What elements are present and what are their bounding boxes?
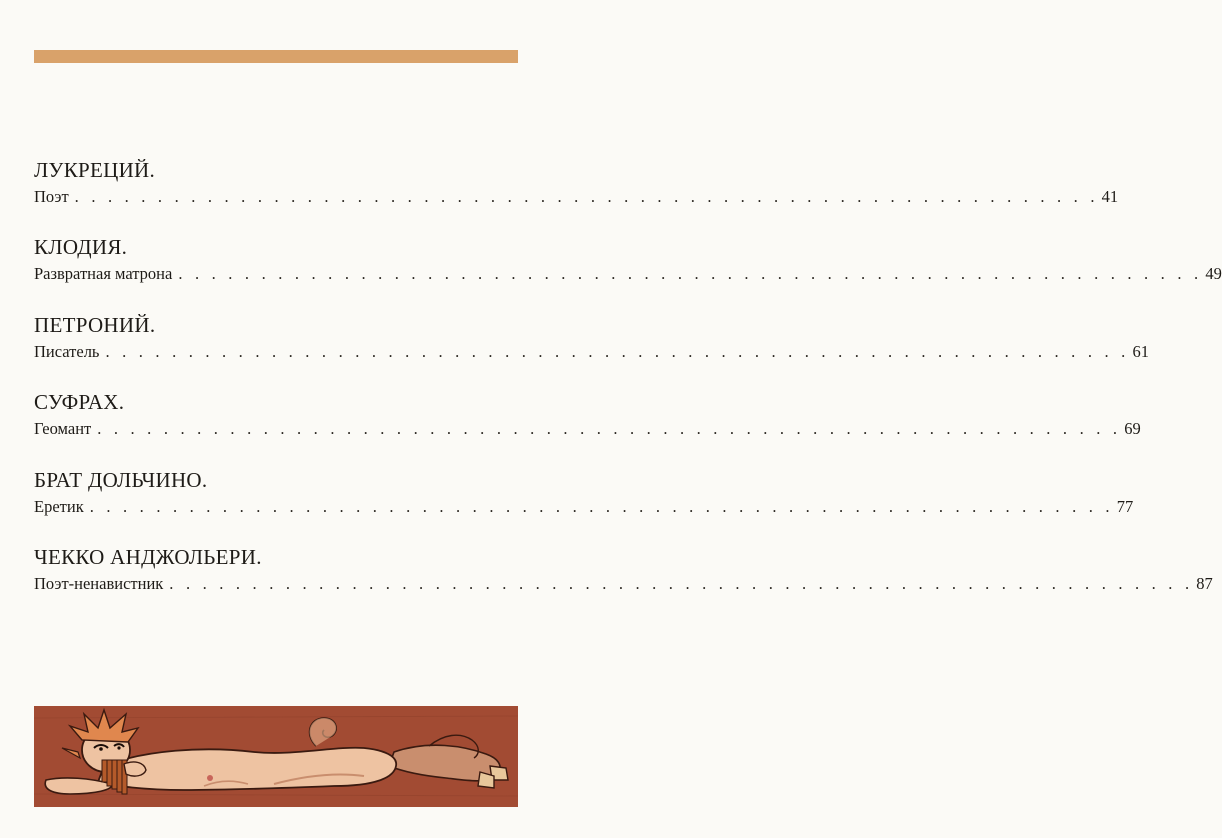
- dot-leader: . . . . . . . . . . . . . . . . . . . . . . . . . . . . . . . . . . . . . . . . . . . . . . . . . . . . . . . . . . . . . .: [105, 341, 1130, 361]
- toc-entry-subtitle: Поэт: [34, 187, 69, 206]
- page-number: 87: [1196, 573, 1213, 593]
- page-number: 61: [1132, 341, 1149, 361]
- toc-entry-angiolieri[interactable]: [34, 544, 1213, 621]
- toc-entry-title: ПЕТРОНИЙ.: [34, 312, 156, 337]
- toc-entry-title: ЛУКРЕЦИЙ.: [34, 158, 156, 182]
- dot-leader: . . . . . . . . . . . . . . . . . . . . . . . . . . . . . . . . . . . . . . . . . . . . . . . . . . . . . . . . . . . . . .: [169, 573, 1194, 593]
- reclining-faun-drawing: [34, 706, 518, 807]
- toc-entry-subtitle: Поэт-ненавистник: [34, 573, 164, 593]
- toc-entry-title: БРАТ ДОЛЬЧИНО.: [34, 467, 208, 492]
- toc-entry-title: СУФРАХ.: [34, 390, 125, 415]
- toc-entry-petronius[interactable]: [34, 312, 1149, 389]
- toc-entry-title: КЛОДИЯ.: [34, 235, 128, 260]
- decorative-top-bar: [34, 50, 518, 63]
- page-number: 77: [1116, 496, 1134, 516]
- page-number: 41: [1101, 187, 1119, 206]
- dot-leader: . . . . . . . . . . . . . . . . . . . . . . . . . . . . . . . . . . . . . . . . . . . . . . . . . . . . . . . . . . . . . .: [178, 264, 1203, 284]
- page-number: 49: [1205, 264, 1222, 284]
- toc-entry-dolcino[interactable]: [34, 467, 1134, 544]
- toc-entry-subtitle: Еретик: [34, 496, 84, 516]
- toc-entry-subtitle: Писатель: [34, 341, 100, 361]
- dot-leader: . . . . . . . . . . . . . . . . . . . . . . . . . . . . . . . . . . . . . . . . . . . . . . . . . . . . . . . . . . . . . .: [97, 419, 1122, 439]
- toc-entry-clodia[interactable]: [34, 234, 1222, 311]
- faun-illustration: [34, 706, 518, 807]
- dot-leader: . . . . . . . . . . . . . . . . . . . . . . . . . . . . . . . . . . . . . . . . . . . . . . . . . . . . . . . . . . . . . .: [74, 187, 1099, 206]
- dot-leader: . . . . . . . . . . . . . . . . . . . . . . . . . . . . . . . . . . . . . . . . . . . . . . . . . . . . . . . . . . . . . .: [89, 496, 1114, 516]
- page-number: 69: [1124, 419, 1141, 439]
- table-of-contents: [34, 157, 1222, 621]
- toc-entry-subtitle: Развратная матрона: [34, 264, 173, 284]
- toc-entry-subtitle: Геомант: [34, 419, 92, 439]
- toc-entry-sufrah[interactable]: [34, 389, 1141, 466]
- toc-entry-lucretius[interactable]: [34, 157, 1119, 234]
- toc-entry-title: ЧЕККО АНДЖОЛЬЕРИ.: [34, 544, 262, 569]
